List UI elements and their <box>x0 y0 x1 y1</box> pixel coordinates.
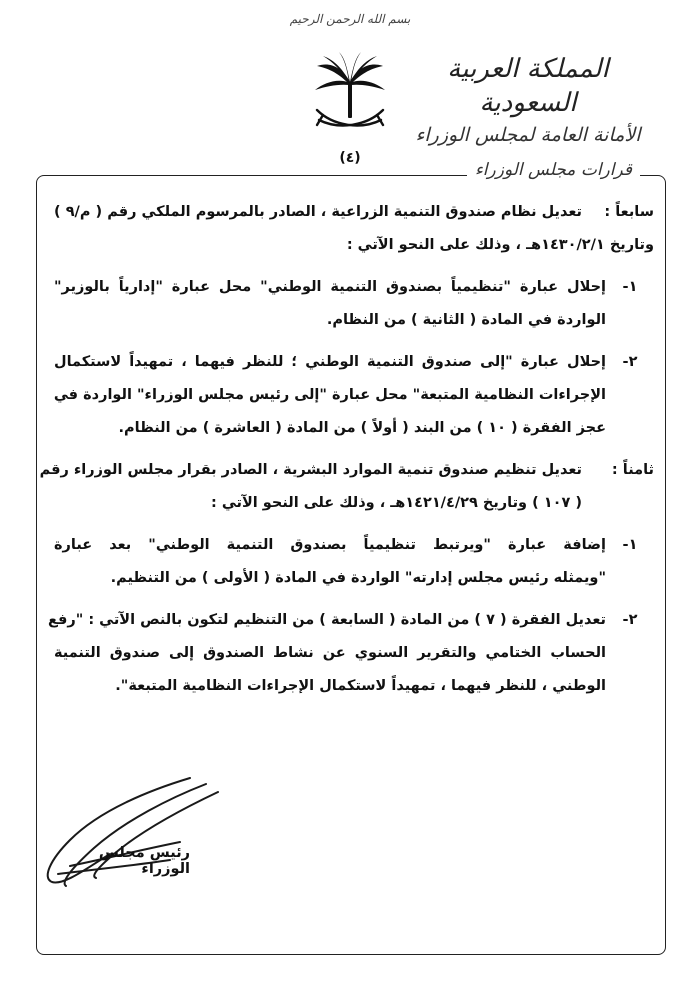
item-text: إحلال عبارة "تنظيمياً بصندوق التنمية الوطني" محل عبارة "إدارياً بالوزير" <box>54 279 606 295</box>
item-text: تعديل الفقرة ( ٧ ) من المادة ( السابعة ) من التنظيم لتكون بالنص الآتي : "رفع <box>47 612 606 628</box>
item-line <box>54 562 654 595</box>
secretariat-name: الأمانة العامة لمجلس الوزراء <box>415 124 641 146</box>
item-number: ٢- <box>622 612 638 628</box>
item-line <box>47 604 654 637</box>
section-label: سابعاً : <box>604 204 654 220</box>
item-line <box>54 271 654 304</box>
item-line <box>54 670 654 703</box>
item-line <box>54 346 654 379</box>
basmala: بسم الله الرحمن الرحيم <box>289 12 411 26</box>
section-label: ثامناً : <box>611 462 654 478</box>
item-text: "ويمثله رئيس مجلس إدارته" الواردة في المادة ( الأولى ) من التنظيم. <box>110 570 606 586</box>
item-line <box>54 379 654 412</box>
section-text: وتاريخ ١٤٣٠/٢/١هـ ، وذلك على النحو الآتي : <box>346 237 654 253</box>
item-text: إضافة عبارة "ويرتبط تنظيمياً بصندوق التنمية الوطني" بعد عبارة <box>54 537 606 553</box>
item-text: الواردة في المادة ( الثانية ) من النظام. <box>326 312 606 328</box>
item-line <box>54 637 654 670</box>
section-text-line <box>54 229 654 262</box>
kingdom-name: المملكة العربية السعودية <box>447 54 609 118</box>
palm-and-swords-emblem-icon <box>311 52 389 138</box>
section-text: ( ١٠٧ ) وتاريخ ١٤٢١/٤/٢٩هـ ، وذلك على النحو الآتي : <box>211 495 582 511</box>
item-text: إحلال عبارة "إلى صندوق التنمية الوطني ؛ للنظر فيهما ، تمهيداً لاستكمال <box>54 354 606 370</box>
item-text: الإجراءات النظامية المتبعة" محل عبارة "إلى رئيس مجلس الوزراء" الواردة في <box>53 387 606 403</box>
section-heading-line <box>54 196 654 229</box>
section-text: تعديل نظام صندوق التنمية الزراعية ، الصادر بالمرسوم الملكي رقم ( م/٩ ) <box>54 204 582 220</box>
item-line <box>54 304 654 337</box>
item-text: الوطني ، للنظر فيهما ، تمهيداً لاستكمال الإجراءات النظامية المتبعة". <box>115 678 606 694</box>
frame-label: قرارات مجلس الوزراء <box>467 160 640 180</box>
section-heading-line <box>39 454 654 487</box>
section-text-line <box>54 487 654 520</box>
document-body <box>39 196 654 703</box>
item-text: عجز الفقرة ( ١٠ ) من البند ( أولاً ) من المادة ( العاشرة ) من النظام. <box>118 420 606 436</box>
section-text: تعديل تنظيم صندوق تنمية الموارد البشرية ، الصادر بقرار مجلس الوزراء رقم <box>39 462 582 478</box>
letterhead <box>398 52 658 150</box>
item-number: ١- <box>622 537 638 553</box>
item-line <box>54 412 654 445</box>
signatory-title: رئيس مجلس الوزراء <box>98 845 190 877</box>
page-number: (٤) <box>339 150 361 166</box>
item-number: ١- <box>622 279 638 295</box>
item-text: الحساب الختامي والتقرير السنوي عن نشاط الصندوق إلى صندوق التنمية <box>54 645 606 661</box>
handwritten-signature <box>30 770 230 900</box>
item-number: ٢- <box>622 354 638 370</box>
item-line <box>54 529 654 562</box>
